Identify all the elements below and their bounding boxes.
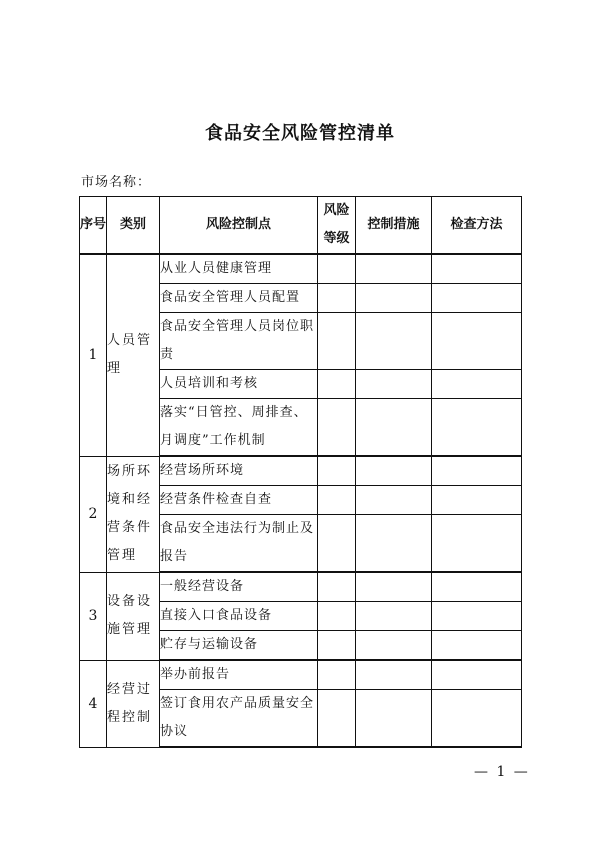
table-header-row — [80, 197, 522, 255]
risk-level-cell[interactable] — [318, 284, 356, 313]
check-method-cell[interactable] — [432, 660, 522, 690]
risk-level-cell[interactable] — [318, 660, 356, 690]
risk-point: 一般经营设备 — [160, 572, 318, 602]
check-method-cell[interactable] — [432, 486, 522, 515]
check-method-cell[interactable] — [432, 690, 522, 748]
risk-level-cell[interactable] — [318, 602, 356, 631]
risk-point: 签订食用农产品质量安全协议 — [160, 690, 318, 748]
control-measures-cell[interactable] — [356, 456, 432, 486]
table-row — [80, 660, 522, 690]
risk-level-cell[interactable] — [318, 572, 356, 602]
risk-level-cell[interactable] — [318, 631, 356, 661]
risk-level-cell[interactable] — [318, 515, 356, 573]
risk-level-cell[interactable] — [318, 370, 356, 399]
check-method-cell[interactable] — [432, 456, 522, 486]
risk-point: 人员培训和考核 — [160, 370, 318, 399]
column-header-control-measures: 控制措施 — [356, 197, 432, 255]
control-measures-cell[interactable] — [356, 515, 432, 573]
column-header-check-method: 检查方法 — [432, 197, 522, 255]
page-number: — 1 — — [474, 764, 530, 780]
risk-point: 经营条件检查自查 — [160, 486, 318, 515]
group-number: 4 — [80, 660, 107, 747]
check-method-cell[interactable] — [432, 602, 522, 631]
control-measures-cell[interactable] — [356, 631, 432, 661]
risk-point: 落实“日管控、周排查、月调度”工作机制 — [160, 399, 318, 457]
control-measures-cell[interactable] — [356, 690, 432, 748]
group-category: 人员管理 — [107, 254, 160, 456]
group-category: 设备设施管理 — [107, 572, 160, 660]
check-method-cell[interactable] — [432, 572, 522, 602]
risk-level-cell[interactable] — [318, 313, 356, 370]
control-measures-cell[interactable] — [356, 370, 432, 399]
market-name-label: 市场名称： — [81, 175, 152, 190]
risk-point: 贮存与运输设备 — [160, 631, 318, 661]
check-method-cell[interactable] — [432, 515, 522, 573]
group-number: 1 — [80, 254, 107, 456]
control-measures-cell[interactable] — [356, 660, 432, 690]
check-method-cell[interactable] — [432, 254, 522, 284]
control-measures-cell[interactable] — [356, 399, 432, 457]
risk-point: 举办前报告 — [160, 660, 318, 690]
table-row — [80, 572, 522, 602]
risk-control-table — [79, 196, 522, 748]
column-header-risk-point: 风险控制点 — [160, 197, 318, 255]
risk-level-cell[interactable] — [318, 254, 356, 284]
control-measures-cell[interactable] — [356, 284, 432, 313]
risk-point: 食品安全管理人员配置 — [160, 284, 318, 313]
table-row — [80, 456, 522, 486]
check-method-cell[interactable] — [432, 631, 522, 661]
group-number: 3 — [80, 572, 107, 660]
column-header-risk-level: 风险等级 — [318, 197, 356, 255]
check-method-cell[interactable] — [432, 284, 522, 313]
risk-point: 食品安全违法行为制止及报告 — [160, 515, 318, 573]
check-method-cell[interactable] — [432, 313, 522, 370]
risk-point: 直接入口食品设备 — [160, 602, 318, 631]
control-measures-cell[interactable] — [356, 313, 432, 370]
control-measures-cell[interactable] — [356, 486, 432, 515]
check-method-cell[interactable] — [432, 399, 522, 457]
risk-point: 从业人员健康管理 — [160, 254, 318, 284]
group-category: 场所环境和经营条件管理 — [107, 456, 160, 572]
risk-level-cell[interactable] — [318, 456, 356, 486]
risk-point: 经营场所环境 — [160, 456, 318, 486]
column-header-category: 类别 — [107, 197, 160, 255]
risk-level-cell[interactable] — [318, 690, 356, 748]
risk-level-cell[interactable] — [318, 486, 356, 515]
risk-level-cell[interactable] — [318, 399, 356, 457]
group-category: 经营过程控制 — [107, 660, 160, 747]
control-measures-cell[interactable] — [356, 572, 432, 602]
group-number: 2 — [80, 456, 107, 572]
check-method-cell[interactable] — [432, 370, 522, 399]
column-header-no: 序号 — [80, 197, 107, 255]
table-row — [80, 254, 522, 284]
control-measures-cell[interactable] — [356, 254, 432, 284]
control-measures-cell[interactable] — [356, 602, 432, 631]
risk-point: 食品安全管理人员岗位职责 — [160, 313, 318, 370]
document-title: 食品安全风险管控清单 — [205, 123, 395, 144]
